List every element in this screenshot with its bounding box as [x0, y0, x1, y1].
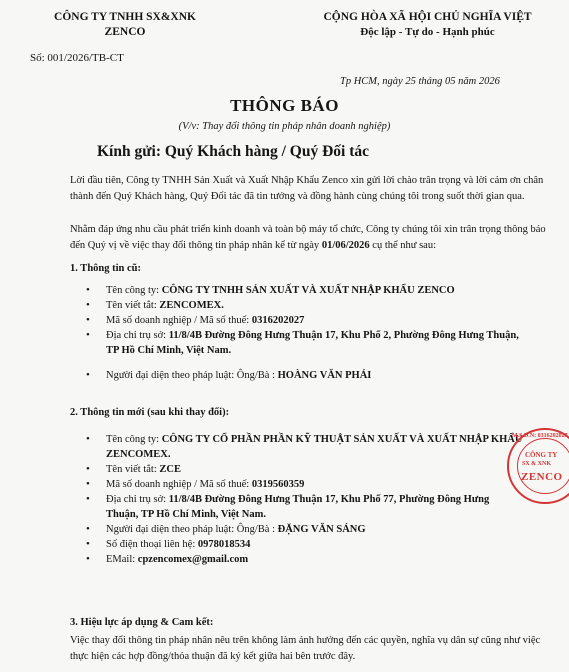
seal-text-line1: CÔNG TY: [525, 451, 558, 459]
item-value: 0319560359: [251, 479, 305, 490]
company-header: [30, 10, 220, 40]
item-label: EMail:: [106, 554, 138, 565]
item-value: CÔNG TY CỔ PHẦN PHẦN KỸ THUẬT SẢN XUẤT VÀ XUẤT NHẬP KHẨU ZENCOMEX.: [106, 434, 523, 460]
list-item: [74, 537, 524, 552]
list-item: [74, 283, 524, 298]
document-number: Số: 001/2026/TB-CT: [30, 52, 124, 64]
item-value: 11/8/4B Đường Đông Hưng Thuận 17, Khu Phố 77, Phường Đông Hưng Thuận, TP Hồ Chí Minh, Việt Nam.: [106, 494, 490, 520]
seal-text-line3: ZENCO: [521, 471, 563, 483]
item-label: Tên công ty:: [106, 285, 162, 296]
bullet-icon: •: [86, 299, 90, 311]
document-title: THÔNG BÁO: [230, 96, 339, 115]
list-item: [74, 552, 524, 567]
item-value: 0978018534: [197, 539, 251, 550]
company-name-line2: ZENCO: [104, 26, 146, 38]
item-value: 0316202027: [251, 315, 305, 326]
bullet-icon: •: [86, 369, 90, 381]
notice-text-before: Nhằm đáp ứng nhu cầu phát triển kinh doanh và toàn bộ máy tổ chức, Công ty chúng tôi xin trân trọng thông báo đến Quý vị về việc thay đổi thông tin pháp nhân kể từ ngày: [70, 224, 546, 251]
greeting: Kính gửi: Quý Khách hàng / Quý Đối tác: [97, 143, 369, 160]
item-label: Tên viết tắt:: [106, 464, 160, 475]
bullet-icon: •: [86, 314, 90, 326]
effective-date: 01/06/2026: [321, 240, 370, 251]
list-item: [74, 492, 524, 522]
section-new-info-heading: 2. Thông tin mới (sau khi thay đổi):: [70, 407, 230, 418]
item-value: ĐẶNG VĂN SÁNG: [277, 524, 366, 535]
bullet-icon: •: [86, 478, 90, 490]
list-item: [74, 462, 524, 477]
item-value: ZCE: [159, 464, 181, 475]
list-item: [74, 298, 524, 313]
document-date: Tp HCM, ngày 25 tháng 05 năm 2026: [340, 76, 500, 87]
bullet-icon: •: [86, 329, 90, 341]
document-subtitle: (V/v: Thay đổi thông tin pháp nhân doanh nghiệp): [178, 121, 391, 132]
nation-title: CỘNG HÒA XÃ HỘI CHỦ NGHĨA VIỆT: [323, 11, 532, 23]
section-effect-heading: 3. Hiệu lực áp dụng & Cam kết:: [70, 617, 214, 628]
bullet-icon: •: [86, 493, 90, 505]
bullet-icon: •: [86, 463, 90, 475]
national-header: [300, 10, 555, 40]
item-label: Người đại diện theo pháp luật: Ông/Bà :: [106, 370, 278, 381]
bullet-icon: •: [86, 523, 90, 535]
list-item: [74, 477, 524, 492]
item-label: Tên viết tắt:: [106, 300, 160, 311]
list-item: [74, 432, 524, 462]
seal-ring-text: M.S.D.N: 0316202027: [512, 433, 568, 439]
item-value: ZENCOMEX.: [159, 300, 224, 311]
list-item: [74, 313, 524, 328]
item-label: Tên công ty:: [106, 434, 162, 445]
list-item: [74, 522, 524, 537]
national-motto: Độc lập - Tự do - Hạnh phúc: [360, 26, 495, 38]
list-item: [74, 368, 524, 383]
item-label: Người đại diện theo pháp luật: Ông/Bà :: [106, 524, 278, 535]
item-label: Địa chỉ trụ sở:: [106, 330, 169, 341]
new-info-list: [74, 432, 524, 567]
item-label: Mã số doanh nghiệp / Mã số thuế:: [106, 479, 252, 490]
notice-text-after: cụ thể như sau:: [369, 240, 436, 251]
section-old-info-heading: 1. Thông tin cũ:: [70, 263, 141, 274]
item-value: HOÀNG VĂN PHÁI: [277, 370, 372, 381]
bullet-icon: •: [86, 553, 90, 565]
intro-paragraph: Lời đầu tiên, Công ty TNHH Sản Xuất và Xuất Nhập Khẩu Zenco xin gửi lời chào trân trọng và lời cảm ơn chân thành đến Quý Khách hàng, Quý Đối tác đã tin tưởng và đồng hành cùng chúng tôi trong suốt thời gian qua.: [70, 175, 544, 202]
item-label: Mã số doanh nghiệp / Mã số thuế:: [106, 315, 252, 326]
bullet-icon: •: [86, 538, 90, 550]
company-name-line1: CÔNG TY TNHH SX&XNK: [54, 11, 196, 23]
old-info-list: [74, 283, 524, 383]
seal-text-line2: SX & XNK: [522, 461, 552, 467]
effect-paragraph: Việc thay đổi thông tin pháp nhân nêu trên không làm ảnh hưởng đến các quyền, nghĩa vụ dân sự cũng như việc thực hiện các hợp đồng/thỏa thuận đã ký kết giữa hai bên trước đây.: [70, 635, 541, 662]
item-value: cpzencomex@gmail.com: [137, 554, 249, 565]
item-value: 11/8/4B Đường Đông Hưng Thuận 17, Khu Phố 2, Phường Đông Hưng Thuận, TP Hồ Chí Minh, Việt Nam.: [106, 330, 519, 356]
item-label: Số điện thoại liên hệ:: [106, 539, 198, 550]
bullet-icon: •: [86, 433, 90, 445]
item-label: Địa chỉ trụ sở:: [106, 494, 169, 505]
item-value: CÔNG TY TNHH SẢN XUẤT VÀ XUẤT NHẬP KHẨU ZENCO: [161, 285, 455, 296]
list-item: [74, 328, 524, 358]
notice-paragraph: [70, 222, 552, 254]
bullet-icon: •: [86, 284, 90, 296]
